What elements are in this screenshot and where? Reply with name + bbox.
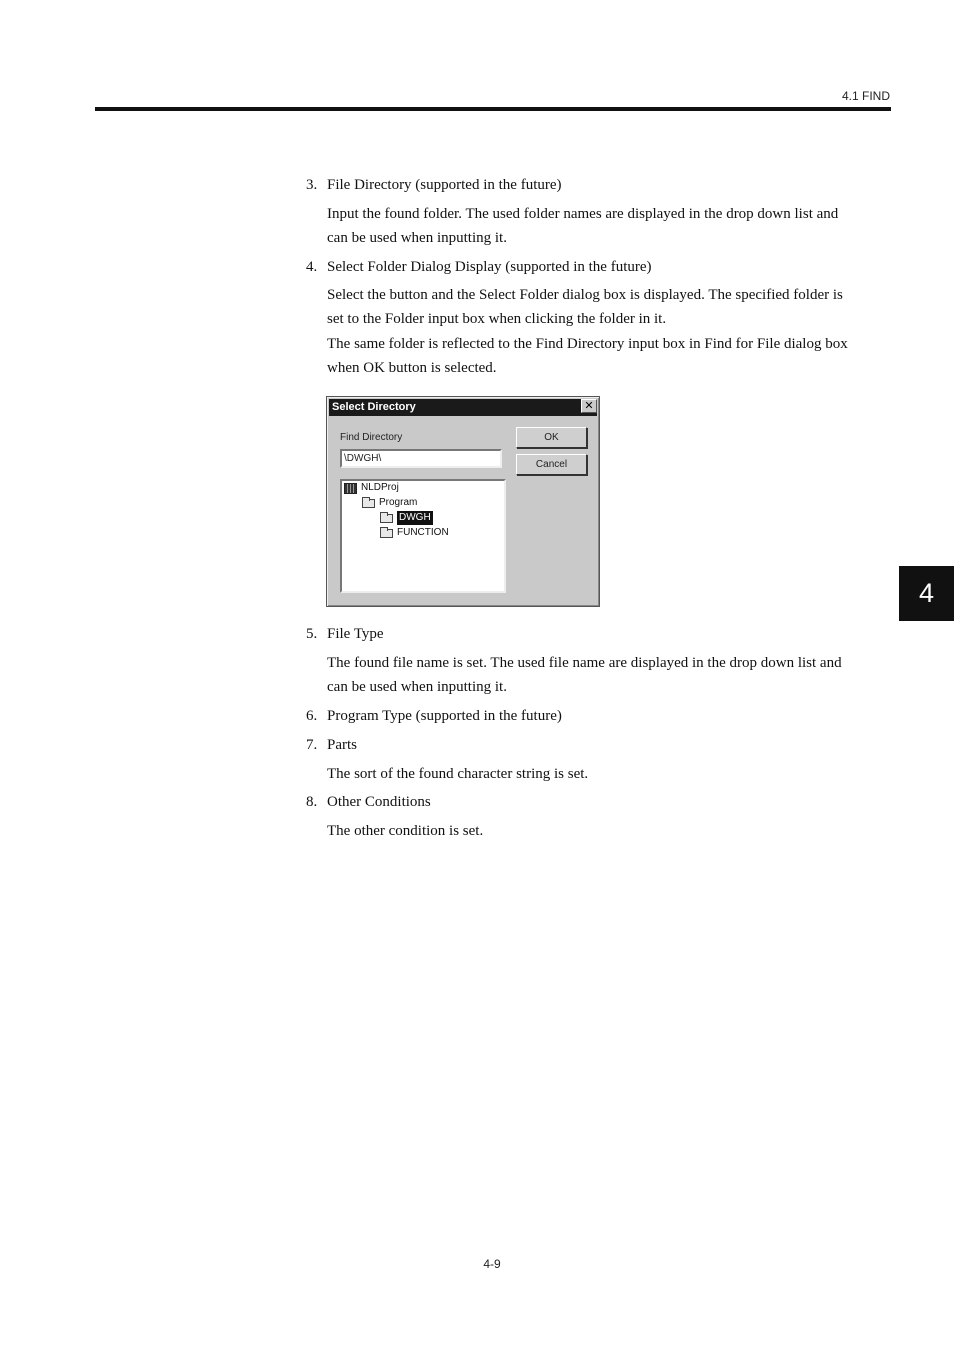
close-icon[interactable]: ✕ xyxy=(581,399,597,413)
item-title: File Type xyxy=(327,626,384,642)
item-text: can be used when inputting it. xyxy=(327,230,507,246)
folder-icon xyxy=(362,499,375,508)
dialog-title: Select Directory xyxy=(329,399,597,416)
section-header: 4.1 FIND xyxy=(841,89,890,103)
item-text: set to the Folder input box when clicking the folder in it. xyxy=(327,311,667,327)
item-number: 8. xyxy=(306,794,318,810)
item-number: 7. xyxy=(306,737,318,753)
item-text: Select the button and the Select Folder dialog box is displayed. The specified folder is xyxy=(327,287,843,303)
item-text: The sort of the found character string is set. xyxy=(327,766,589,782)
item-number: 3. xyxy=(306,177,318,193)
item-text: The other condition is set. xyxy=(327,823,484,839)
folder-tree[interactable] xyxy=(340,479,506,593)
item-title: Parts xyxy=(327,737,357,753)
tree-item[interactable]: NLDProj xyxy=(344,481,399,495)
page-number: 4-9 xyxy=(483,1257,501,1271)
item-title: Select Folder Dialog Display (supported in the future) xyxy=(327,259,652,275)
tree-item-selected[interactable]: DWGH xyxy=(380,511,433,525)
item-text: The same folder is reflected to the Find Directory input box in Find for File dialog box xyxy=(327,336,848,352)
item-number: 4. xyxy=(306,259,318,275)
ok-button[interactable]: OK xyxy=(516,427,587,448)
tree-item[interactable]: Program xyxy=(362,496,417,510)
item-title: File Directory (supported in the future) xyxy=(327,177,562,193)
tree-item[interactable]: FUNCTION xyxy=(380,526,449,540)
item-title: Program Type (supported in the future) xyxy=(327,708,562,724)
item-text: Input the found folder. The used folder names are displayed in the drop down list and xyxy=(327,206,839,222)
find-directory-label: Find Directory xyxy=(340,432,403,443)
item-text: when OK button is selected. xyxy=(327,360,497,376)
item-text: can be used when inputting it. xyxy=(327,679,507,695)
chapter-tab: 4 xyxy=(899,566,954,621)
folder-icon xyxy=(380,529,393,538)
item-text: The found file name is set. The used file name are displayed in the drop down list and xyxy=(327,655,842,671)
item-number: 5. xyxy=(306,626,318,642)
header-rule xyxy=(95,107,891,111)
item-title: Other Conditions xyxy=(327,794,431,810)
drive-icon xyxy=(344,483,357,494)
find-directory-input[interactable]: \DWGH\ xyxy=(340,449,502,468)
item-number: 6. xyxy=(306,708,318,724)
select-directory-dialog xyxy=(326,396,600,607)
folder-open-icon xyxy=(380,514,393,523)
cancel-button[interactable]: Cancel xyxy=(516,454,587,475)
